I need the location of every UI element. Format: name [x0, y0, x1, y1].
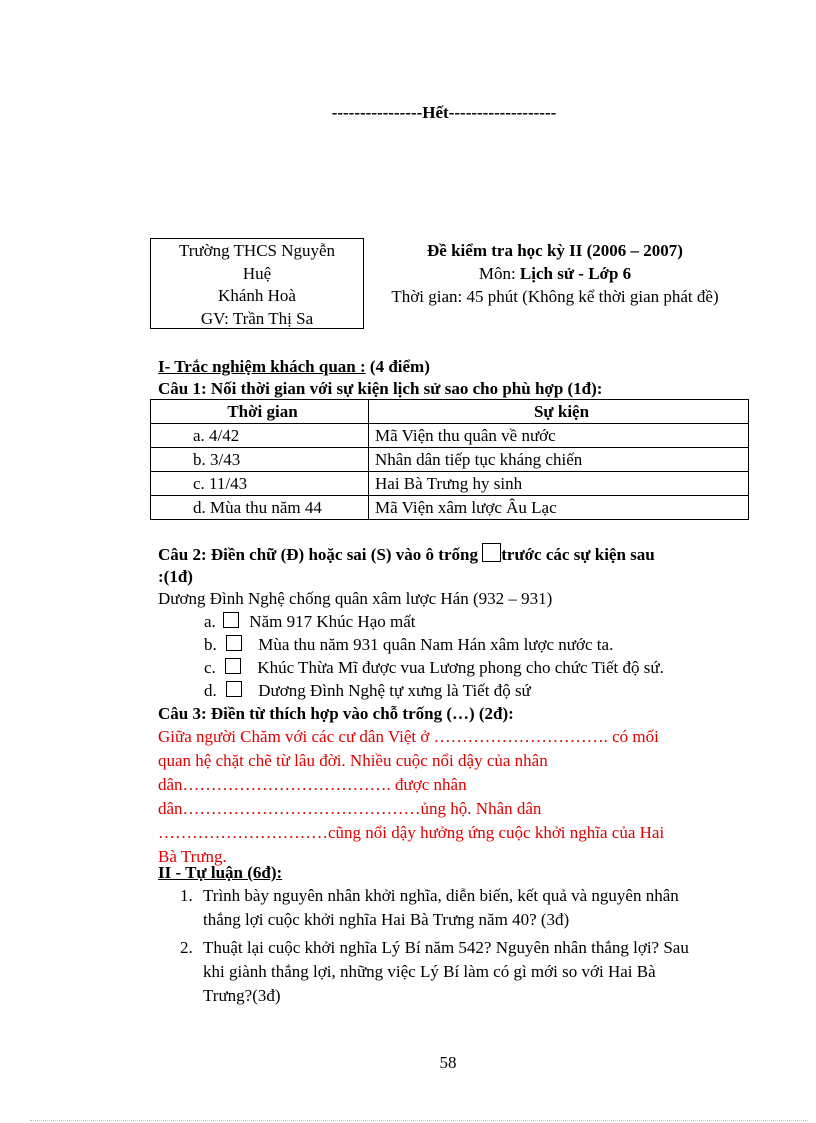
q2-title [158, 543, 655, 565]
q3-line: …………………………cũng nổi dậy hưởng ứng cuộc khởi nghĩa của Hai [158, 823, 665, 842]
header-time: Thời gian [151, 400, 369, 424]
answer-checkbox[interactable] [226, 635, 242, 651]
table-row [151, 472, 749, 496]
list-item [180, 936, 780, 1008]
list-item [180, 884, 780, 932]
event-cell: Mã Viện xâm lược Âu Lạc [369, 496, 749, 520]
time-cell: b. 3/43 [151, 448, 369, 472]
q2-title-part1: Câu 2: Điền chữ (Đ) hoặc sai (S) vào ô trống [158, 545, 483, 564]
teacher-name: GV: Trần Thị Sa [200, 308, 314, 328]
q3-line: dân………………………………. được nhân [158, 775, 467, 794]
item-letter: d. [204, 681, 217, 700]
item-line: Trình bày nguyên nhân khởi nghĩa, diễn biến, kết quả và nguyên nhân [203, 886, 679, 905]
q2-title-line2: :(1đ) [158, 567, 193, 586]
page-number: 58 [439, 1053, 457, 1072]
answer-checkbox[interactable] [223, 612, 239, 628]
q3-line: Bà Trưng. [158, 847, 227, 866]
q3-line: dân……………………………………ủng hộ. Nhân dân [158, 799, 542, 818]
q2-item-d [204, 681, 531, 701]
item-number: 1. [180, 886, 193, 905]
q3-fill-text [158, 725, 664, 869]
time-cell: c. 11/43 [151, 472, 369, 496]
school-province: Khánh Hoà [218, 286, 296, 305]
footer-divider [30, 1120, 808, 1121]
event-cell: Hai Bà Trưng hy sinh [369, 472, 749, 496]
q2-item-a [204, 612, 415, 632]
exam-subject [370, 262, 740, 285]
section1-heading [158, 357, 430, 377]
item-letter: c. [204, 658, 216, 677]
q2-item-b [204, 635, 613, 655]
end-marker: ----------------Hết------------------- [331, 103, 557, 122]
item-line: khi giành thắng lợi, những việc Lý Bí làm có gì mới so với Hai Bà [203, 962, 656, 981]
school-name-line2: Huệ [242, 263, 272, 283]
q3-line: Giữa người Chăm với các cư dân Việt ở …………………………. có mối [158, 727, 659, 746]
q3-title: Câu 3: Điền từ thích hợp vào chỗ trống (…) (2đ): [158, 704, 514, 723]
subject-label: Môn: [478, 264, 520, 283]
item-line: Thuật lại cuộc khởi nghĩa Lý Bí năm 542? Nguyên nhân thắng lợi? Sau [203, 938, 689, 957]
item-text: Năm 917 Khúc Hạo mất [249, 612, 416, 631]
subject-value: Lịch sử - Lớp 6 [519, 264, 632, 283]
event-cell: Mã Viện thu quân về nước [369, 424, 749, 448]
school-info-box [150, 238, 364, 329]
exam-time: Thời gian: 45 phút (Không kể thời gian phát đề) [391, 287, 719, 306]
item-line: Trưng?(3đ) [203, 986, 281, 1005]
header-event: Sự kiện [369, 400, 749, 424]
exam-header [370, 239, 740, 308]
section2-heading: II - Tự luận (6đ): [158, 863, 283, 882]
section1-points: (4 điểm) [365, 357, 430, 376]
item-text: Dương Đình Nghệ tự xưng là Tiết độ sứ [258, 681, 531, 700]
item-letter: a. [204, 612, 216, 631]
school-name-line1: Trường THCS Nguyễn [178, 241, 336, 260]
item-number: 2. [180, 938, 193, 957]
time-cell: d. Mùa thu năm 44 [151, 496, 369, 520]
item-letter: b. [204, 635, 217, 654]
blank-checkbox-icon [482, 543, 501, 562]
time-cell: a. 4/42 [151, 424, 369, 448]
answer-checkbox[interactable] [226, 681, 242, 697]
answer-checkbox[interactable] [225, 658, 241, 674]
table-row [151, 448, 749, 472]
event-cell: Nhân dân tiếp tục kháng chiến [369, 448, 749, 472]
table-row [151, 496, 749, 520]
q1-title: Câu 1: Nối thời gian với sự kiện lịch sử sao cho phù hợp (1đ): [158, 379, 603, 398]
item-text: Khúc Thừa Mĩ được vua Lương phong cho chức Tiết độ sứ. [257, 658, 664, 677]
table-header-row [151, 400, 749, 424]
item-line: thắng lợi cuộc khởi nghĩa Hai Bà Trưng năm 40? (3đ) [203, 910, 570, 929]
section1-title: I- Trắc nghiệm khách quan : [158, 357, 366, 376]
item-text: Mùa thu năm 931 quân Nam Hán xâm lược nước ta. [258, 635, 614, 654]
matching-table [150, 399, 749, 520]
q3-line: quan hệ chặt chẽ từ lâu đời. Nhiều cuộc nổi dậy của nhân [158, 751, 548, 770]
table-row [151, 424, 749, 448]
q2-title-part2: trước các sự kiện sau [501, 545, 655, 564]
essay-questions [180, 884, 780, 1012]
q2-intro: Dương Đình Nghệ chống quân xâm lược Hán (932 – 931) [158, 589, 553, 608]
q2-item-c [204, 658, 664, 678]
exam-title: Đề kiểm tra học kỳ II (2006 – 2007) [427, 241, 683, 260]
